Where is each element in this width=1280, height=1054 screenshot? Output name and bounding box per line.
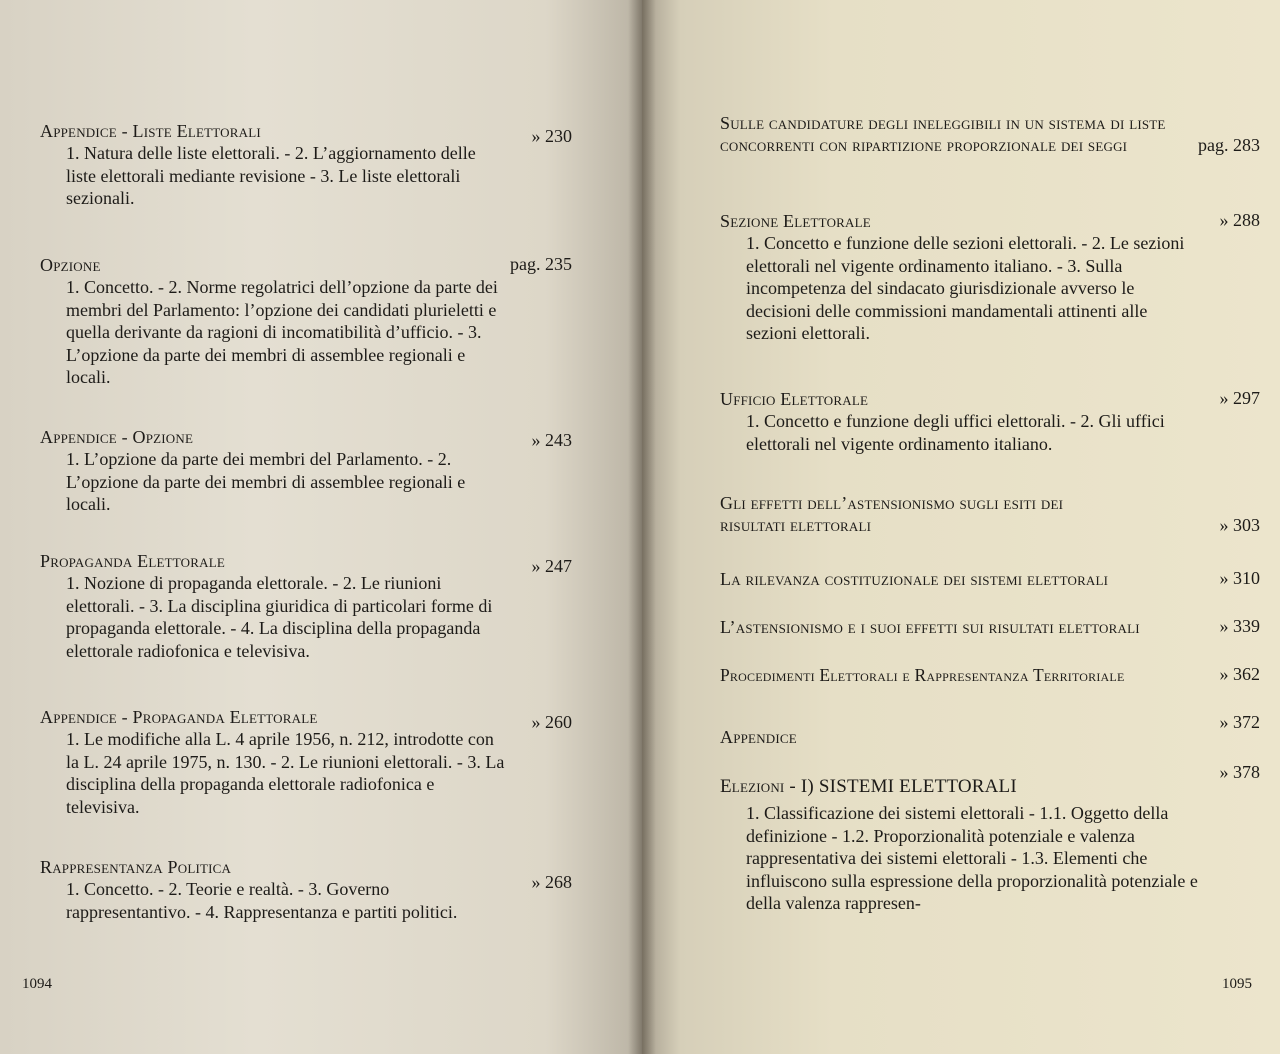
book-gutter — [628, 0, 656, 1054]
entry-heading: Procedimenti Elettorali e Rappresentanza Territoriale — [720, 665, 1125, 685]
entry-page-ref: » 268 — [531, 872, 572, 892]
toc-entry-appendice-propaganda — [40, 706, 572, 818]
toc-entry-appendice-opzione — [40, 426, 572, 516]
entry-heading: Ufficio Elettorale — [720, 389, 869, 409]
toc-entry-rilevanza — [720, 568, 1260, 590]
entry-body: 1. Nozione di propaganda elettorale. - 2. Le riunioni elettorali. - 3. La disciplina giuridica di particolari forme di propaganda elettorale. - 4. La disciplina della propaganda elettorale radiofonica e televisiva. — [66, 573, 493, 661]
entry-heading: Sulle candidature degli ineleggibili in un sistema di liste concorrenti con ripartizione proporzionale dei seggi — [720, 113, 1166, 155]
entry-page-ref: » 247 — [531, 556, 572, 576]
toc-entry-candidature — [720, 112, 1260, 156]
entry-body: 1. L’opzione da parte dei membri del Parlamento. - 2. L’opzione da parte dei membri di assemblee regionali e locali. — [66, 449, 466, 514]
entry-page-ref: » 260 — [531, 712, 572, 732]
entry-heading — [720, 762, 1260, 798]
entry-body: 1. Concetto e funzione degli uffici elettorali. - 2. Gli uffici elettorali nel vigente ordinamento italiano. — [746, 411, 1165, 454]
entry-page-ref: » 243 — [531, 430, 572, 450]
entry-heading: L’astensionismo e i suoi effetti sui risultati elettorali — [720, 617, 1140, 637]
toc-entry-propaganda — [40, 550, 572, 662]
entry-heading: La rilevanza costituzionale dei sistemi elettorali — [720, 569, 1109, 589]
page-number: 1094 — [22, 976, 52, 992]
entry-page-ref: » 303 — [1219, 515, 1260, 535]
entry-heading-prefix: Elezioni - I) — [720, 776, 814, 797]
right-page — [642, 0, 1280, 1054]
entry-heading: Appendice - Propaganda Elettorale — [40, 707, 318, 727]
entry-page-ref: » 372 — [1219, 712, 1260, 732]
entry-body: 1. Concetto. - 2. Norme regolatrici dell’opzione da parte dei membri del Parlamento: l’opzione dei candidati plurieletti e quella derivante da ragioni di incomatibilità d’ufficio. - 3. L’opzione da parte dei membri di assemblee regionali e locali. — [66, 277, 498, 387]
entry-page-ref: » 339 — [1219, 616, 1260, 636]
toc-entry-astensionismo-effetti — [720, 616, 1260, 638]
entry-page-ref: » 288 — [1219, 210, 1260, 230]
entry-page-ref: » 297 — [1219, 388, 1260, 408]
entry-heading: Sezione Elettorale — [720, 211, 871, 231]
toc-entry-elezioni — [720, 762, 1260, 915]
entry-heading: Appendice — [720, 727, 797, 747]
toc-entry-rappresentanza — [40, 856, 572, 923]
entry-heading: Opzione — [40, 255, 101, 275]
toc-entry-astensionismo-esiti — [720, 492, 1260, 536]
entry-page-ref: » 378 — [1219, 762, 1260, 782]
entry-body: 1. Natura delle liste elettorali. - 2. L’aggiornamento delle liste elettorali mediante revisione - 3. Le liste elettorali sezionali. — [66, 143, 476, 208]
entry-body: 1. Concetto e funzione delle sezioni elettorali. - 2. Le sezioni elettorali nel vigente ordinamento italiano. - 3. Sulla incompetenza del sindacato giurisdizionale avverso le decisioni delle commissioni mandamentali attinenti alle sezioni elettorali. — [746, 233, 1185, 343]
toc-entry-appendice-liste — [40, 120, 572, 210]
entry-body: 1. Le modifiche alla L. 4 aprile 1956, n. 212, introdotte con la L. 24 aprile 1975, n. 130. - 2. Le riunioni elettorali. - 3. La disciplina della propaganda elettorale radiofonica e televisiva. — [66, 729, 505, 817]
toc-entry-procedimenti — [720, 664, 1260, 686]
entry-page-ref: » 310 — [1219, 568, 1260, 588]
toc-entry-opzione — [40, 254, 572, 389]
entry-page-ref: » 230 — [531, 126, 572, 146]
entry-body: 1. Classificazione dei sistemi elettorali - 1.1. Oggetto della definizione - 1.2. Proporzionalità potenziale e valenza rappresentativa dei sistemi elettorali - 1.3. Elementi che influiscono sulla espressione della proporzionalità potenziale e della valenza rappresen- — [746, 803, 1198, 913]
toc-entry-ufficio — [720, 388, 1260, 455]
entry-heading: Appendice - Opzione — [40, 427, 194, 447]
entry-page-ref: pag. 283 — [1198, 135, 1260, 155]
entry-body: 1. Concetto. - 2. Teorie e realtà. - 3. Governo rappresentantivo. - 4. Rappresentanza e partiti politici. — [66, 879, 458, 922]
entry-heading: Gli effetti dell’astensionismo sugli esiti dei risultati elettorali — [720, 493, 1064, 535]
toc-entry-appendice — [720, 712, 1260, 748]
entry-heading-caps: SISTEMI ELETTORALI — [818, 776, 1017, 797]
toc-entry-sezione — [720, 210, 1260, 345]
page-number: 1095 — [1222, 976, 1252, 992]
entry-page-ref: pag. 235 — [510, 254, 572, 274]
entry-heading: Propaganda Elettorale — [40, 551, 225, 571]
entry-page-ref: » 362 — [1219, 664, 1260, 684]
entry-heading: Rappresentanza Politica — [40, 857, 232, 877]
entry-heading: Appendice - Liste Elettorali — [40, 121, 261, 141]
